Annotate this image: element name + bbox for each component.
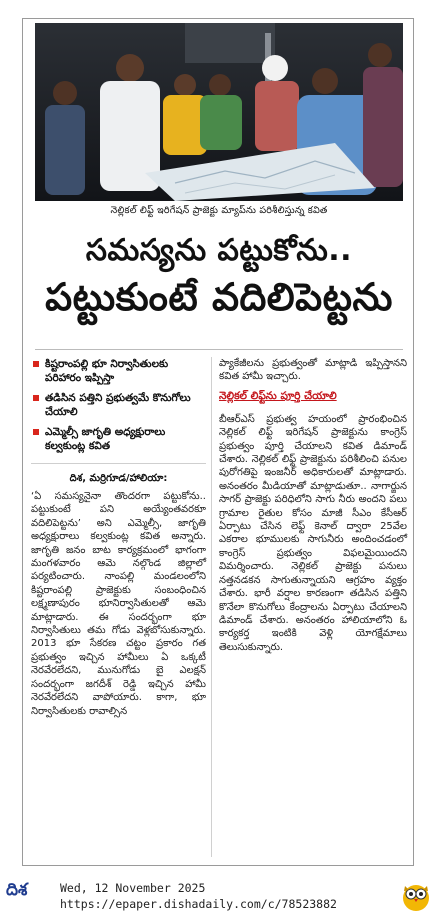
epaper-footer — [0, 874, 437, 916]
headline-divider — [35, 349, 403, 350]
highlight-item: తడిసిన పత్తిని ప్రభుత్వమే కొనుగోలు చేయాలి — [31, 391, 206, 419]
photo-illustration — [35, 23, 403, 201]
photo-caption: నెల్లికల్ లిఫ్ట్ ఇరిగేషన్ ప్రాజెక్టు మ్యాప్‌ను పరిశీలిస్తున్న కవిత — [110, 205, 328, 216]
column-divider — [211, 357, 212, 857]
left-column — [31, 357, 206, 718]
edition-date: Wed, 12 November 2025 — [60, 881, 206, 895]
article-frame — [22, 18, 414, 866]
highlight-item: ఎమ్మెల్సీ జాగృతి అధ్యక్షురాలు కల్వకుంట్ల కవిత — [31, 425, 206, 453]
headline-line-1: సమస్యను పట్టుకోను.. — [85, 233, 353, 268]
subheading: నెల్లికల్ లిఫ్ట్‌ను పూర్తి చేయాలి — [219, 389, 337, 402]
news-photo — [35, 23, 403, 201]
disha-logo-icon[interactable] — [6, 880, 46, 910]
article-body-left: ‘ఏ సమస్యనైనా తొందరగా పట్టుకోను.. పట్టుకుంటే పని అయ్యేంతవరకూ వదిలిపెట్టను’ అని ఎమ్మెల్సీ, జాగృతి అధ్యక్షురాలు కల్వకుంట్ల కవిత అన్నారు. జాగృతి జనం బాట కార్యక్రమంలో భాగంగా మంగళవారం ఆమె నల్గొండ జిల్లాలో పర్యటించారు. నాంపల్లి మండలంలోని కిష్టరాంపల్లి ప్రాజెక్టుకు సంబంధించిన లక్ష్మణాపురం భూనిర్వాసితులతో ఆమె మాట్లాడారు. ఈ సందర్భంగా భూ నిర్వాసితులు తమ గోడు వెళ్లబోసుకున్నారు. 2013 భూ సేకరణ చట్టం ప్రకారం గత ప్రభుత్వం ఇచ్చిన హామీలు ఏ ఒక్కటీ నెరవేరలేదని, మునుగోడు బై ఎలక్షన్ సందర్భంగా జగదీశ్ రెడ్డి ఇచ్చిన హామీ నెరవేరలేదని వాపోయారు. కాగా, భూ నిర్వాసితులకు రావాల్సిన — [31, 491, 206, 717]
highlights-box — [31, 357, 206, 464]
owl-mascot-icon — [401, 878, 431, 912]
article-body-right: బీఆర్ఎస్ ప్రభుత్వ హయంలో ప్రారంభించిన నెల్లికల్ లిఫ్ట్ ఇరిగేషన్ ప్రాజెక్టును కాంగ్రెస్ ప్రభుత్వం పూర్తి చేయాలని కవిత డిమాండ్ చేశారు. నెల్లికల్ లిఫ్ట్ ప్రాజెక్టును పరిశీలించి పనుల పురోగతిపై ఇంజనీర్ అధికారులతో మాట్లాడారు. అనంతరం మీడియాతో మాట్లాడుతూ.. నాగార్జున సాగర్ ప్రాజెక్టు పరిధిలోని సాగు నీరు అందని పలు గ్రామాల రైతుల కోసం మాజీ సీఎం కేసీఆర్ ఏర్పాటు చేసిన లెఫ్ట్ కెనాల్ ద్వారా 25వేల ఎకరాల భూములకు సాగునీరు అందించడంలో కాంగ్రెస్ ప్రభుత్వం విఫలమైయిందని విమర్శించారు. నెల్లికల్ ప్రాజెక్టు పనులు నత్తనడకన సాగుతున్నాయని ఆగ్రహం వ్యక్తం చేశారు. భారీ వర్షాల కారణంగా తడిసిన పత్తిని కొనేలా కొనుగోలు కేంద్రాలను ఏర్పాటు చేయాలని డిమాండ్ చేశారు. అనంతరం హాలియాలోని ఓ కార్యకర్త ఇంటికి వెళ్లి యోగక్షేమాలు తెలుసుకున్నారు. — [219, 413, 407, 653]
highlight-item: కిష్టరాంపల్లి భూ నిర్వాసితులకు పరిహారం ఇప్పిస్తా — [31, 357, 206, 385]
logo-text: దిశ — [6, 880, 28, 900]
article-body-right-top: ప్యాకేజీలను ప్రభుత్వంతో మాట్లాడి ఇప్పిస్తానని కవిత హామీ ఇచ్చారు. — [219, 358, 407, 383]
dateline: దిశ, మర్రిగూడ/హాలియా: — [69, 473, 168, 484]
headline-line-2: పట్టుకుంటే వదిలిపెట్టను — [45, 275, 393, 319]
right-column — [219, 357, 407, 654]
epaper-url[interactable]: https://epaper.dishadaily.com/c/78523882 — [60, 897, 337, 911]
